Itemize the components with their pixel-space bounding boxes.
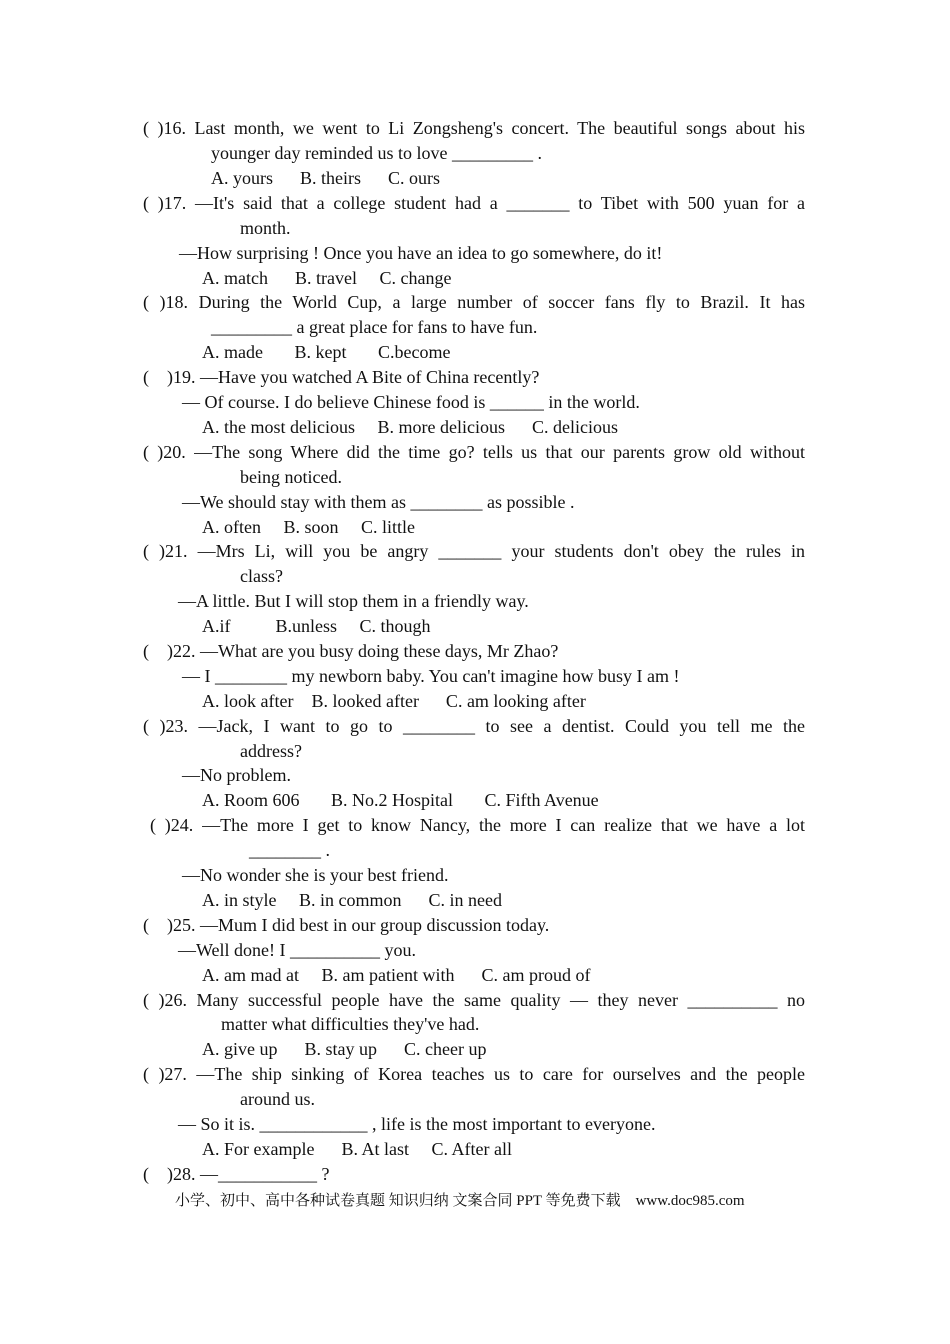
question-16-options: A. yours B. theirs C. ours (211, 168, 440, 188)
question-17-line-2: month. (240, 218, 291, 238)
question-24-options: A. in style B. in common C. in need (202, 890, 502, 910)
question-19: ( )19. —Have you watched A Bite of China recently? (143, 367, 540, 387)
question-27-options: A. For example B. At last C. After all (202, 1139, 512, 1159)
question-17-options: A. match B. travel C. change (202, 268, 452, 288)
question-21-reply: —A little. But I will stop them in a friendly way. (178, 591, 529, 611)
question-23-options: A. Room 606 B. No.2 Hospital C. Fifth Avenue (202, 790, 599, 810)
question-20: ( )20. —The song Where did the time go? tells us that our parents grow old without (143, 442, 805, 462)
question-21-line-2: class? (240, 566, 283, 586)
question-19-reply: — Of course. I do believe Chinese food is ______ in the world. (182, 392, 640, 412)
question-27-line-2: around us. (240, 1089, 315, 1109)
question-18-line-2: _________ a great place for fans to have fun. (211, 317, 538, 337)
question-24-line-2: ________ . (249, 840, 330, 860)
question-25: ( )25. —Mum I did best in our group discussion today. (143, 915, 550, 935)
question-20-options: A. often B. soon C. little (202, 517, 415, 537)
question-25-options: A. am mad at B. am patient with C. am proud of (202, 965, 591, 985)
question-20-reply: —We should stay with them as ________ as possible . (182, 492, 575, 512)
question-16-line-2: younger day reminded us to love _________ . (211, 143, 542, 163)
question-26-line-2: matter what difficulties they've had. (221, 1014, 480, 1034)
question-17-reply: —How surprising ! Once you have an idea to go somewhere, do it! (179, 243, 663, 263)
question-26: ( )26. Many successful people have the same quality — they never __________ no (143, 990, 805, 1010)
question-21-options: A.if B.unless C. though (202, 616, 431, 636)
question-22-options: A. look after B. looked after C. am looking after (202, 691, 586, 711)
question-27: ( )27. —The ship sinking of Korea teaches us to care for ourselves and the people (143, 1064, 805, 1084)
question-27-reply: — So it is. ____________ , life is the most important to everyone. (178, 1114, 656, 1134)
question-17: ( )17. —It's said that a college student had a _______ to Tibet with 500 yuan for a (143, 193, 805, 213)
question-21: ( )21. —Mrs Li, will you be angry _______ your students don't obey the rules in (143, 541, 805, 561)
footer-note: 小学、初中、高中各种试卷真题 知识归纳 文案合同 PPT 等免费下载 www.doc985.com (175, 1193, 745, 1209)
question-18-options: A. made B. kept C.become (202, 342, 451, 362)
question-24: ( )24. —The more I get to know Nancy, the more I can realize that we have a lot (150, 815, 805, 835)
question-20-line-2: being noticed. (240, 467, 342, 487)
question-26-options: A. give up B. stay up C. cheer up (202, 1039, 487, 1059)
question-22: ( )22. —What are you busy doing these days, Mr Zhao? (143, 641, 559, 661)
question-23: ( )23. —Jack, I want to go to ________ to see a dentist. Could you tell me the (143, 716, 805, 736)
question-16: ( )16. Last month, we went to Li Zongsheng's concert. The beautiful songs about his (143, 118, 805, 138)
question-19-options: A. the most delicious B. more delicious C. delicious (202, 417, 618, 437)
question-18: ( )18. During the World Cup, a large number of soccer fans fly to Brazil. It has (143, 292, 805, 312)
question-24-reply: —No wonder she is your best friend. (182, 865, 449, 885)
question-22-reply: — I ________ my newborn baby. You can't imagine how busy I am ! (182, 666, 680, 686)
question-23-line-2: address? (240, 741, 302, 761)
question-25-reply: —Well done! I __________ you. (178, 940, 417, 960)
question-23-reply: —No problem. (182, 765, 291, 785)
question-28: ( )28. —___________ ? (143, 1164, 330, 1184)
